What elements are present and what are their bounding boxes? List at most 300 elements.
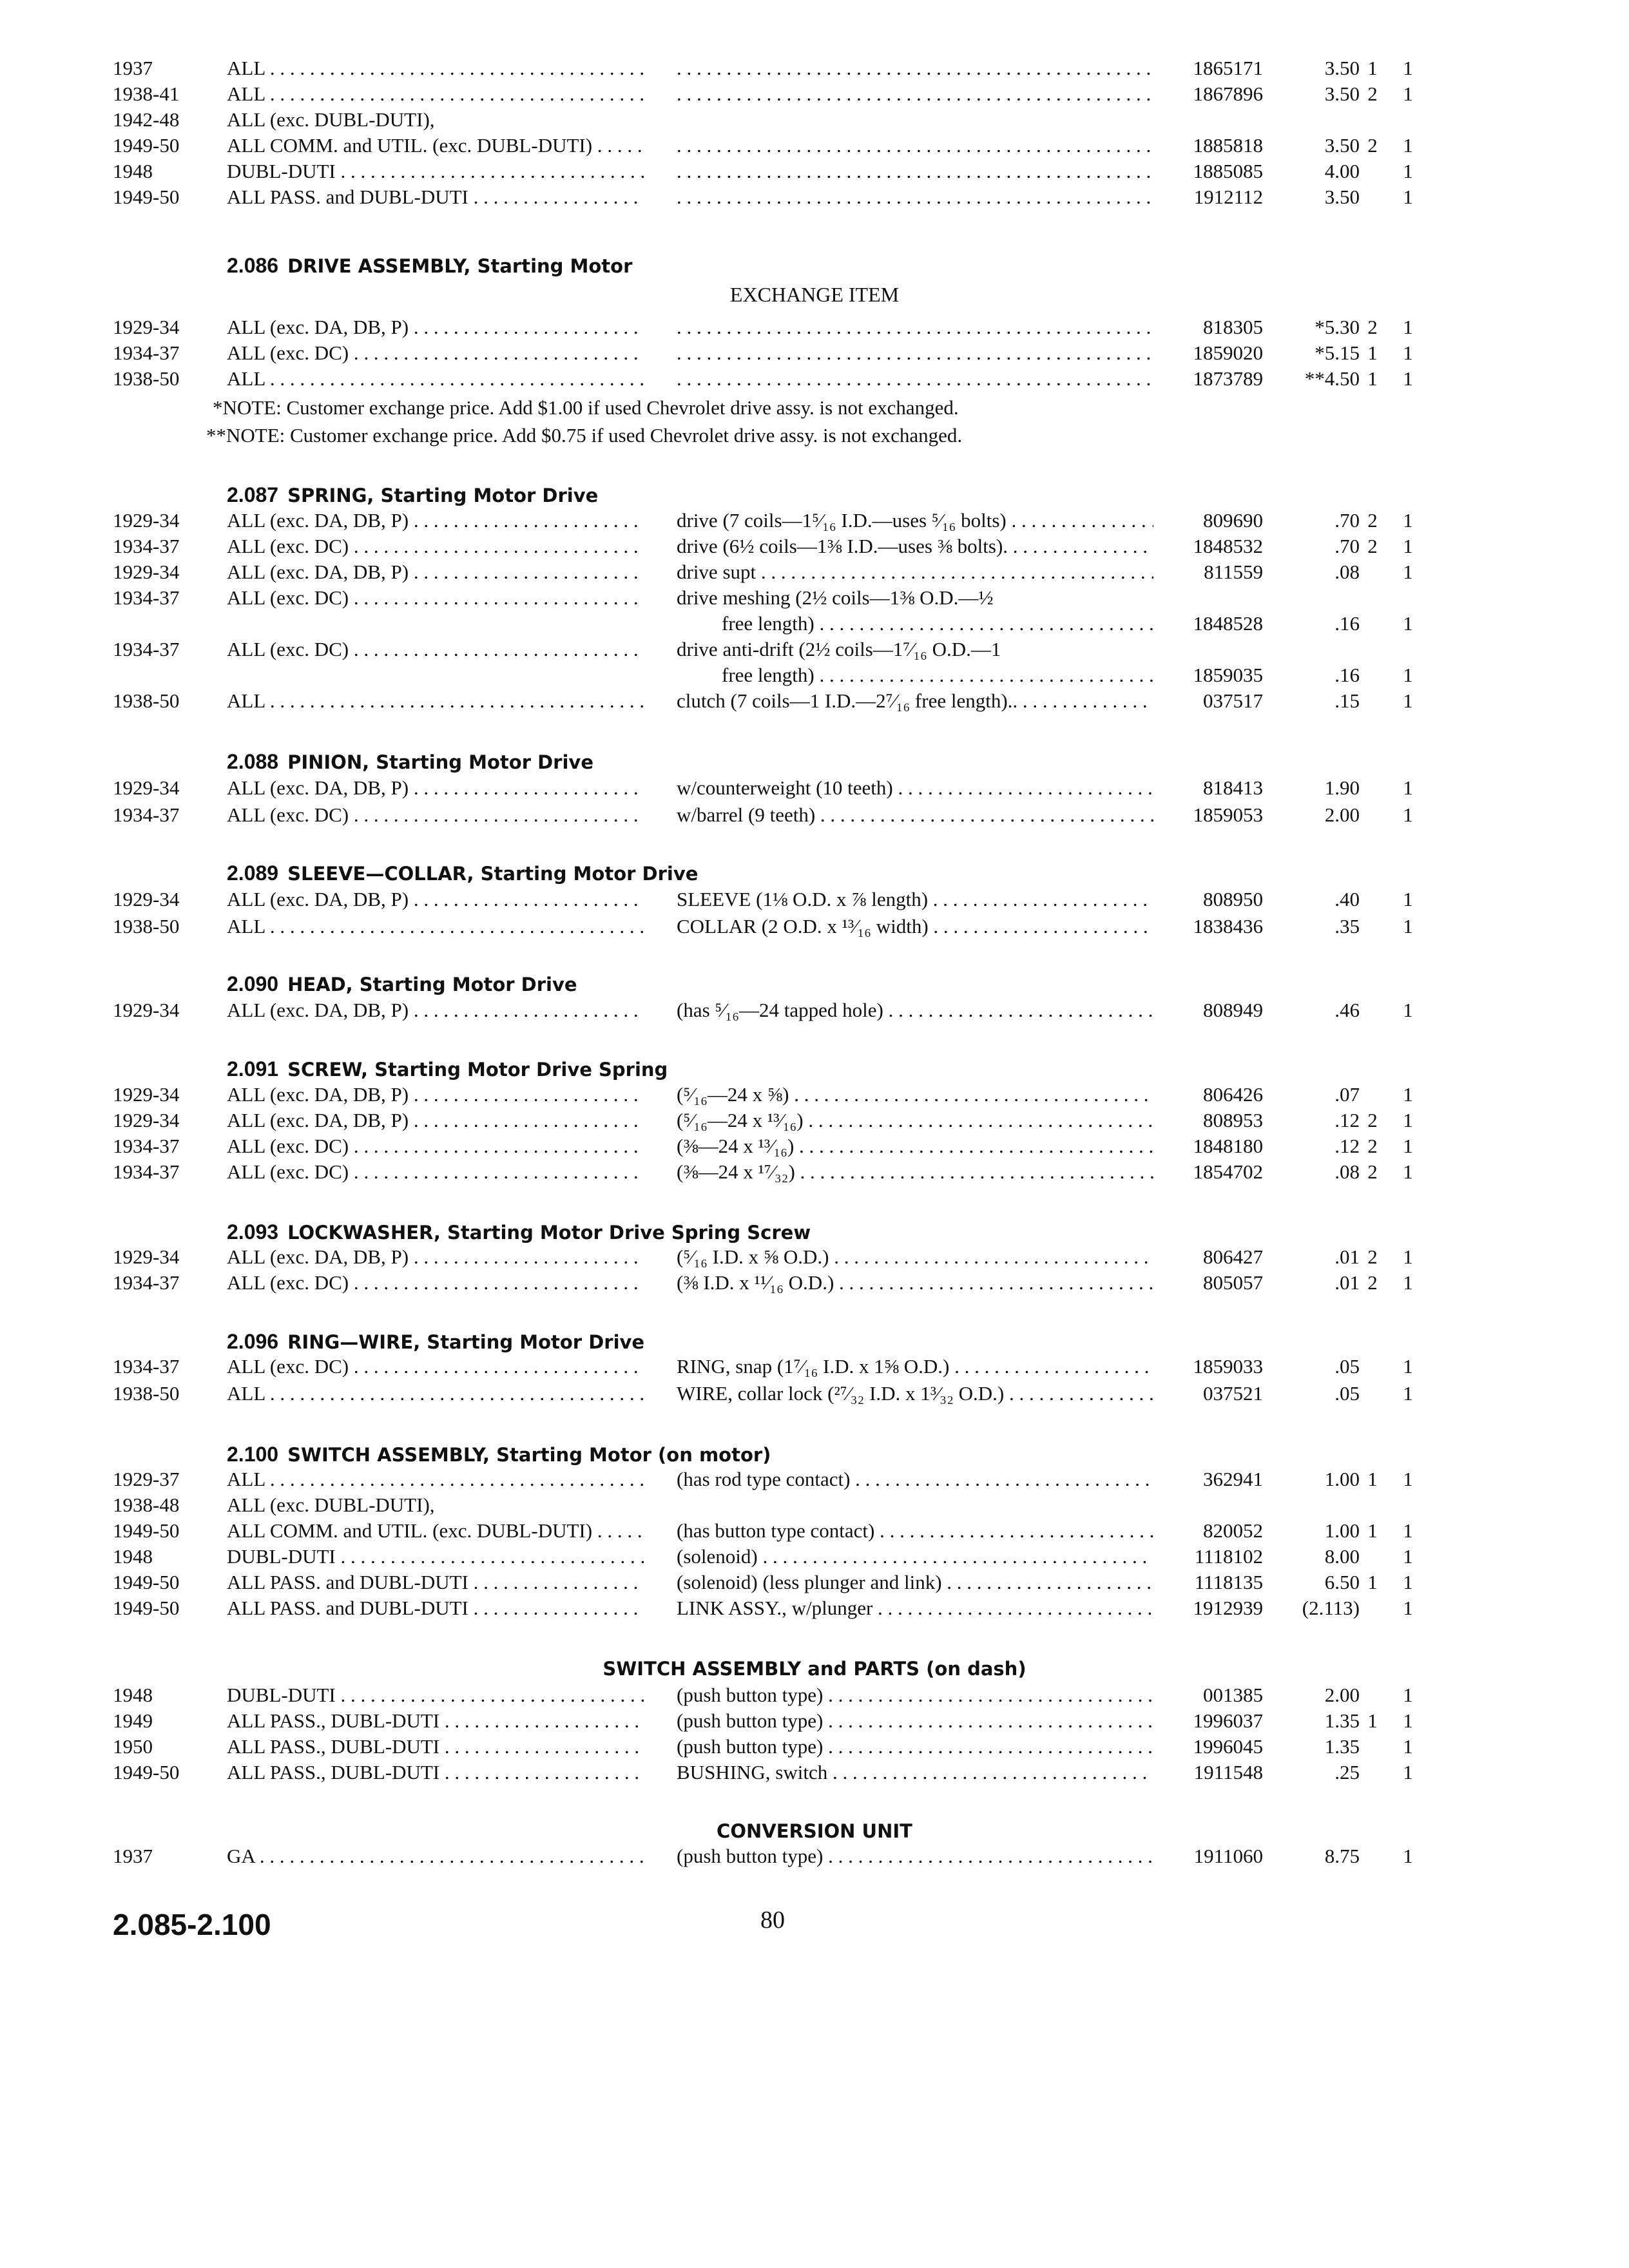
section-heading xyxy=(227,859,698,887)
section-number: 2.087 xyxy=(227,483,279,506)
list-price: .05 xyxy=(1335,1355,1360,1378)
list-price: 3.50 xyxy=(1324,186,1360,208)
quantity-primary: 1 xyxy=(1367,367,1378,390)
model-year: 1937 xyxy=(113,1845,153,1867)
page-number: 80 xyxy=(760,1907,785,1934)
table-row xyxy=(0,1595,1629,1622)
part-number: 808950 xyxy=(1203,888,1263,910)
model-year: 1929-34 xyxy=(113,888,180,910)
application: ALL PASS. and DUBL-DUTI . . . xyxy=(227,184,644,211)
quantity-primary: 2 xyxy=(1367,1135,1378,1157)
table-row xyxy=(0,507,1629,534)
description: (push button type) . . . xyxy=(677,1682,1153,1709)
model-year: 1949-50 xyxy=(113,1571,180,1593)
section-heading xyxy=(227,1327,644,1356)
description-continued: free length) . . . xyxy=(722,662,1153,689)
model-year: 1929-34 xyxy=(113,509,180,532)
application: ALL (exc. DC) . . . xyxy=(227,636,644,663)
list-price: 3.50 xyxy=(1324,57,1360,79)
part-number: 1911548 xyxy=(1193,1761,1263,1783)
table-row xyxy=(0,1107,1629,1134)
section-number: 2.089 xyxy=(227,861,279,885)
table-row xyxy=(0,1081,1629,1108)
description: (push button type) . . . xyxy=(677,1733,1153,1760)
quantity-primary: 1 xyxy=(1367,1709,1378,1732)
description: drive supt . . . xyxy=(677,559,1153,586)
quantity-secondary: 1 xyxy=(1403,1382,1413,1405)
list-price: 1.90 xyxy=(1324,776,1360,799)
list-price: 1.00 xyxy=(1324,1468,1360,1490)
application: ALL PASS., DUBL-DUTI . . . xyxy=(227,1707,644,1735)
quantity-secondary: 1 xyxy=(1403,1245,1413,1268)
model-year: 1942-48 xyxy=(113,108,180,131)
application: ALL . . . xyxy=(227,1466,644,1493)
application: ALL (exc. DC) . . . xyxy=(227,584,644,611)
section-title: SPRING, Starting Motor Drive xyxy=(287,485,599,506)
quantity-secondary: 1 xyxy=(1403,1761,1413,1783)
note-single-asterisk: *NOTE: Customer exchange price. Add $1.00 if used Chevrolet drive assy. is not exchanged. xyxy=(213,396,959,419)
table-row xyxy=(0,1569,1629,1596)
part-number: 1867896 xyxy=(1193,82,1263,105)
list-price: .05 xyxy=(1335,1382,1360,1405)
quantity-primary: 1 xyxy=(1367,1571,1378,1593)
table-row xyxy=(0,55,1629,82)
description: (push button type) . . . xyxy=(677,1707,1153,1735)
model-year: 1929-34 xyxy=(113,1109,180,1131)
part-number: 1118135 xyxy=(1194,1571,1263,1593)
section-number: 2.088 xyxy=(227,750,279,773)
quantity-secondary: 1 xyxy=(1403,1271,1413,1294)
section-title: PINION, Starting Motor Drive xyxy=(287,751,593,773)
application: ALL (exc. DA, DB, P) . . . xyxy=(227,997,644,1024)
application: ALL . . . xyxy=(227,365,644,392)
model-year: 1938-41 xyxy=(113,82,180,105)
quantity-secondary: 1 xyxy=(1403,776,1413,799)
section-title: SWITCH ASSEMBLY, Starting Motor (on motor) xyxy=(287,1444,771,1466)
list-price: .01 xyxy=(1335,1271,1360,1294)
quantity-secondary: 1 xyxy=(1403,1468,1413,1490)
list-price: **4.50 xyxy=(1304,367,1360,390)
part-number: 1912939 xyxy=(1193,1597,1263,1619)
description xyxy=(677,81,1153,108)
description: RING, snap (1⁷⁄₁₆ I.D. x 1⅝ O.D.) . . . xyxy=(677,1353,1153,1380)
list-price: .35 xyxy=(1335,915,1360,937)
description xyxy=(677,132,1153,159)
description: drive meshing (2½ coils—1⅜ O.D.—½ xyxy=(677,586,994,609)
application: ALL (exc. DA, DB, P) . . . xyxy=(227,559,644,586)
application: ALL (exc. DC) . . . xyxy=(227,533,644,560)
quantity-secondary: 1 xyxy=(1403,509,1413,532)
table-row xyxy=(0,802,1629,829)
table-row xyxy=(0,687,1629,715)
application: ALL COMM. and UTIL. (exc. DUBL-DUTI) . . . xyxy=(227,132,644,159)
description xyxy=(677,365,1153,392)
quantity-primary: 2 xyxy=(1367,1271,1378,1294)
description xyxy=(677,340,1153,367)
description: SLEEVE (1⅛ O.D. x ⅞ length) . . . xyxy=(677,886,1153,913)
quantity-secondary: 1 xyxy=(1403,1135,1413,1157)
quantity-secondary: 1 xyxy=(1403,689,1413,712)
table-row xyxy=(0,1759,1629,1786)
list-price: 4.00 xyxy=(1324,160,1360,182)
quantity-primary: 2 xyxy=(1367,1109,1378,1131)
table-row xyxy=(0,1269,1629,1296)
model-year: 1929-34 xyxy=(113,561,180,583)
note-double-asterisk: **NOTE: Customer exchange price. Add $0.75 if used Chevrolet drive assy. is not exchanged. xyxy=(206,424,963,447)
model-year: 1937 xyxy=(113,57,153,79)
list-price: 1.35 xyxy=(1324,1709,1360,1732)
part-number: 1885085 xyxy=(1193,160,1263,182)
quantity-primary: 1 xyxy=(1367,57,1378,79)
list-price: .12 xyxy=(1335,1109,1360,1131)
quantity-secondary: 1 xyxy=(1403,1355,1413,1378)
table-row xyxy=(0,158,1629,185)
application: DUBL-DUTI . . . xyxy=(227,158,644,185)
quantity-primary: 2 xyxy=(1367,509,1378,532)
application: ALL (exc. DC) . . . xyxy=(227,1133,644,1160)
description: clutch (7 coils—1 I.D.—2⁷⁄₁₆ free length).. . . . xyxy=(677,687,1153,715)
application: ALL (exc. DA, DB, P) . . . xyxy=(227,314,644,341)
section-heading xyxy=(227,251,632,280)
quantity-secondary: 1 xyxy=(1403,915,1413,937)
list-price: .15 xyxy=(1335,689,1360,712)
application: ALL (exc. DA, DB, P) . . . xyxy=(227,1244,644,1271)
quantity-primary: 2 xyxy=(1367,1245,1378,1268)
table-row xyxy=(0,314,1629,341)
description: drive anti-drift (2½ coils—1⁷⁄₁₆ O.D.—1 xyxy=(677,638,1001,660)
table-row xyxy=(0,132,1629,159)
quantity-secondary: 1 xyxy=(1403,1735,1413,1758)
quantity-secondary: 1 xyxy=(1403,803,1413,826)
list-price: 1.00 xyxy=(1324,1519,1360,1542)
list-price: 2.00 xyxy=(1324,803,1360,826)
section-title: SLEEVE—COLLAR, Starting Motor Drive xyxy=(287,863,699,885)
application: ALL (exc. DC) . . . xyxy=(227,1269,644,1296)
part-number: 1996037 xyxy=(1193,1709,1263,1732)
part-number: 811559 xyxy=(1204,561,1263,583)
table-row xyxy=(0,997,1629,1024)
list-price: .12 xyxy=(1335,1135,1360,1157)
application: ALL . . . xyxy=(227,55,644,82)
model-year: 1934-37 xyxy=(113,638,180,660)
table-row xyxy=(0,584,1629,639)
description: (⅜ I.D. x ¹¹⁄₁₆ O.D.) . . . xyxy=(677,1269,1153,1296)
model-year: 1934-37 xyxy=(113,1135,180,1157)
description: WIRE, collar lock (²⁷⁄₃₂ I.D. x 1³⁄₃₂ O.D.) . . . xyxy=(677,1380,1153,1407)
model-year: 1929-34 xyxy=(113,1083,180,1106)
model-year: 1934-37 xyxy=(113,1160,180,1183)
table-row xyxy=(0,1517,1629,1544)
model-year: 1929-34 xyxy=(113,776,180,799)
part-number: 037517 xyxy=(1203,689,1263,712)
application: ALL . . . xyxy=(227,1380,644,1407)
description: drive (6½ coils—1⅜ I.D.—uses ⅜ bolts). . . . xyxy=(677,533,1153,560)
model-year: 1929-34 xyxy=(113,316,180,338)
part-number: 818413 xyxy=(1203,776,1263,799)
model-year: 1949 xyxy=(113,1709,153,1732)
table-row xyxy=(0,1707,1629,1735)
quantity-secondary: 1 xyxy=(1403,367,1413,390)
description xyxy=(677,184,1153,211)
table-row xyxy=(0,1466,1629,1493)
application: ALL (exc. DA, DB, P) . . . xyxy=(227,774,644,802)
list-price: .25 xyxy=(1335,1761,1360,1783)
description: (has rod type contact) . . . xyxy=(677,1466,1153,1493)
quantity-secondary: 1 xyxy=(1403,160,1413,182)
description: (has ⁵⁄₁₆—24 tapped hole) . . . xyxy=(677,997,1153,1024)
quantity-primary: 1 xyxy=(1367,1468,1378,1490)
exchange-item-label: EXCHANGE ITEM xyxy=(729,283,900,306)
list-price: 2.00 xyxy=(1324,1684,1360,1706)
table-row xyxy=(0,340,1629,367)
table-row xyxy=(0,1380,1629,1407)
list-price: 3.50 xyxy=(1324,82,1360,105)
quantity-primary: 1 xyxy=(1367,341,1378,364)
model-year: 1934-37 xyxy=(113,1271,180,1294)
part-number: 1838436 xyxy=(1193,915,1263,937)
description-continued: free length) . . . xyxy=(722,610,1153,637)
model-year: 1948 xyxy=(113,160,153,182)
list-price: .08 xyxy=(1335,561,1360,583)
section-title: HEAD, Starting Motor Drive xyxy=(287,974,577,995)
table-row xyxy=(0,559,1629,586)
table-row xyxy=(0,913,1629,940)
table-row xyxy=(0,106,1629,133)
quantity-secondary: 1 xyxy=(1403,1519,1413,1542)
quantity-secondary: 1 xyxy=(1403,1845,1413,1867)
model-year: 1949-50 xyxy=(113,1519,180,1542)
part-number: 808949 xyxy=(1203,999,1263,1021)
table-row xyxy=(0,1682,1629,1709)
part-number: 806427 xyxy=(1203,1245,1263,1268)
section-title: LOCKWASHER, Starting Motor Drive Spring Screw xyxy=(287,1222,811,1244)
part-number: 809690 xyxy=(1203,509,1263,532)
application: ALL (exc. DC) . . . xyxy=(227,802,644,829)
part-number: 1848532 xyxy=(1193,535,1263,557)
list-price: *5.15 xyxy=(1315,341,1360,364)
model-year: 1934-37 xyxy=(113,586,180,609)
list-price: .01 xyxy=(1335,1245,1360,1268)
part-number: 1996045 xyxy=(1193,1735,1263,1758)
model-year: 1950 xyxy=(113,1735,153,1758)
quantity-secondary: 1 xyxy=(1403,1709,1413,1732)
table-row xyxy=(0,774,1629,802)
quantity-secondary: 1 xyxy=(1403,316,1413,338)
quantity-primary: 2 xyxy=(1367,82,1378,105)
description: w/counterweight (10 teeth) . . . xyxy=(677,774,1153,802)
quantity-secondary: 1 xyxy=(1403,888,1413,910)
part-number: 001385 xyxy=(1203,1684,1263,1706)
part-number: 1859035 xyxy=(1193,664,1263,686)
quantity-secondary: 1 xyxy=(1403,341,1413,364)
application: ALL (exc. DC) . . . xyxy=(227,1353,644,1380)
list-price: 8.75 xyxy=(1324,1845,1360,1867)
quantity-secondary: 1 xyxy=(1403,134,1413,157)
application: ALL PASS., DUBL-DUTI . . . xyxy=(227,1759,644,1786)
list-price: 1.35 xyxy=(1324,1735,1360,1758)
quantity-secondary: 1 xyxy=(1403,1160,1413,1183)
section-title: DRIVE ASSEMBLY, Starting Motor xyxy=(287,255,633,277)
model-year: 1929-34 xyxy=(113,999,180,1021)
description: drive (7 coils—1⁵⁄₁₆ I.D.—uses ⁵⁄₁₆ bolts) . . . xyxy=(677,507,1153,534)
section-number: 2.086 xyxy=(227,254,279,277)
list-price: .40 xyxy=(1335,888,1360,910)
part-number: 1848528 xyxy=(1193,612,1263,635)
description: (⁵⁄₁₆—24 x ⅝) . . . xyxy=(677,1081,1153,1108)
part-number: 1885818 xyxy=(1193,134,1263,157)
list-price: .08 xyxy=(1335,1160,1360,1183)
table-row xyxy=(0,365,1629,392)
table-row xyxy=(0,81,1629,108)
quantity-secondary: 1 xyxy=(1403,561,1413,583)
application: ALL (exc. DUBL-DUTI), xyxy=(227,108,435,131)
quantity-secondary: 1 xyxy=(1403,612,1413,635)
part-number: 1118102 xyxy=(1194,1545,1263,1568)
model-year: 1948 xyxy=(113,1545,153,1568)
application: GA . . . xyxy=(227,1843,644,1870)
description xyxy=(677,314,1153,341)
part-number: 1859053 xyxy=(1193,803,1263,826)
table-row xyxy=(0,1733,1629,1760)
section-heading xyxy=(227,1440,771,1468)
application: DUBL-DUTI . . . xyxy=(227,1543,644,1570)
application: ALL PASS. and DUBL-DUTI . . . xyxy=(227,1595,644,1622)
description: (solenoid) (less plunger and link) . . . xyxy=(677,1569,1153,1596)
table-row xyxy=(0,1158,1629,1186)
application: ALL (exc. DUBL-DUTI), xyxy=(227,1494,435,1516)
model-year: 1938-50 xyxy=(113,689,180,712)
table-row xyxy=(0,1492,1629,1519)
dash-switch-heading: SWITCH ASSEMBLY and PARTS (on dash) xyxy=(602,1658,1027,1680)
description: (push button type) . . . xyxy=(677,1843,1153,1870)
model-year: 1938-50 xyxy=(113,1382,180,1405)
description: (⁵⁄₁₆ I.D. x ⅝ O.D.) . . . xyxy=(677,1244,1153,1271)
part-number: 1848180 xyxy=(1193,1135,1263,1157)
application: ALL (exc. DA, DB, P) . . . xyxy=(227,507,644,534)
list-price: 3.50 xyxy=(1324,134,1360,157)
quantity-primary: 1 xyxy=(1367,1519,1378,1542)
model-year: 1929-34 xyxy=(113,1245,180,1268)
quantity-secondary: 1 xyxy=(1403,1083,1413,1106)
description: (⅜—24 x ¹³⁄₁₆) . . . xyxy=(677,1133,1153,1160)
table-row xyxy=(0,1244,1629,1271)
part-number: 808953 xyxy=(1203,1109,1263,1131)
list-price: 6.50 xyxy=(1324,1571,1360,1593)
section-heading xyxy=(227,481,598,509)
quantity-secondary: 1 xyxy=(1403,664,1413,686)
list-price: (2.113) xyxy=(1302,1597,1360,1619)
table-row xyxy=(0,1543,1629,1570)
quantity-secondary: 1 xyxy=(1403,1684,1413,1706)
list-price: .70 xyxy=(1335,509,1360,532)
model-year: 1934-37 xyxy=(113,803,180,826)
model-year: 1934-37 xyxy=(113,1355,180,1378)
application: ALL COMM. and UTIL. (exc. DUBL-DUTI) . . . xyxy=(227,1517,644,1544)
table-row xyxy=(0,886,1629,913)
quantity-secondary: 1 xyxy=(1403,1545,1413,1568)
list-price: .07 xyxy=(1335,1083,1360,1106)
description xyxy=(677,158,1153,185)
section-number: 2.100 xyxy=(227,1443,279,1466)
model-year: 1934-37 xyxy=(113,341,180,364)
list-price: *5.30 xyxy=(1315,316,1360,338)
quantity-secondary: 1 xyxy=(1403,999,1413,1021)
list-price: 8.00 xyxy=(1324,1545,1360,1568)
section-heading xyxy=(227,1055,668,1083)
list-price: .16 xyxy=(1335,612,1360,635)
model-year: 1949-50 xyxy=(113,1761,180,1783)
section-heading xyxy=(227,747,593,776)
section-number: 2.090 xyxy=(227,972,279,995)
application: DUBL-DUTI . . . xyxy=(227,1682,644,1709)
application: ALL (exc. DA, DB, P) . . . xyxy=(227,886,644,913)
model-year: 1948 xyxy=(113,1684,153,1706)
quantity-secondary: 1 xyxy=(1403,1109,1413,1131)
part-number: 1911060 xyxy=(1193,1845,1263,1867)
quantity-secondary: 1 xyxy=(1403,1571,1413,1593)
quantity-primary: 2 xyxy=(1367,1160,1378,1183)
quantity-primary: 2 xyxy=(1367,316,1378,338)
part-number: 1854702 xyxy=(1193,1160,1263,1183)
section-title: SCREW, Starting Motor Drive Spring xyxy=(287,1059,668,1081)
section-heading xyxy=(227,970,577,998)
application: ALL . . . xyxy=(227,913,644,940)
description: COLLAR (2 O.D. x ¹³⁄₁₆ width) . . . xyxy=(677,913,1153,940)
list-price: .16 xyxy=(1335,664,1360,686)
description: (⅜—24 x ¹⁷⁄₃₂) . . . xyxy=(677,1158,1153,1186)
model-year: 1949-50 xyxy=(113,186,180,208)
model-year: 1949-50 xyxy=(113,134,180,157)
part-number: 1912112 xyxy=(1193,186,1263,208)
description: (⁵⁄₁₆—24 x ¹³⁄₁₆) . . . xyxy=(677,1107,1153,1134)
part-number: 037521 xyxy=(1203,1382,1263,1405)
model-year: 1949-50 xyxy=(113,1597,180,1619)
application: ALL PASS. and DUBL-DUTI . . . xyxy=(227,1569,644,1596)
application: ALL . . . xyxy=(227,81,644,108)
section-number: 2.096 xyxy=(227,1330,279,1353)
description: LINK ASSY., w/plunger . . . xyxy=(677,1595,1153,1622)
part-number: 1873789 xyxy=(1193,367,1263,390)
section-heading xyxy=(227,1218,811,1246)
application: ALL PASS., DUBL-DUTI . . . xyxy=(227,1733,644,1760)
section-number: 2.093 xyxy=(227,1220,279,1244)
part-number: 806426 xyxy=(1203,1083,1263,1106)
quantity-secondary: 1 xyxy=(1403,186,1413,208)
description: (solenoid) . . . xyxy=(677,1543,1153,1570)
application: ALL (exc. DC) . . . xyxy=(227,340,644,367)
table-row xyxy=(0,1843,1629,1870)
model-year: 1938-50 xyxy=(113,915,180,937)
application: ALL (exc. DA, DB, P) . . . xyxy=(227,1081,644,1108)
table-row xyxy=(0,636,1629,690)
section-range-footer: 2.085-2.100 xyxy=(113,1908,271,1941)
part-number: 1859033 xyxy=(1193,1355,1263,1378)
quantity-secondary: 1 xyxy=(1403,535,1413,557)
quantity-primary: 2 xyxy=(1367,134,1378,157)
table-row xyxy=(0,184,1629,211)
part-number: 818305 xyxy=(1203,316,1263,338)
section-title: RING—WIRE, Starting Motor Drive xyxy=(287,1331,645,1353)
application: ALL (exc. DA, DB, P) . . . xyxy=(227,1107,644,1134)
section-number: 2.091 xyxy=(227,1057,279,1081)
part-number: 820052 xyxy=(1203,1519,1263,1542)
list-price: .46 xyxy=(1335,999,1360,1021)
table-row xyxy=(0,1133,1629,1160)
model-year: 1934-37 xyxy=(113,535,180,557)
conversion-unit-heading: CONVERSION UNIT xyxy=(717,1820,912,1842)
table-row xyxy=(0,533,1629,560)
quantity-secondary: 1 xyxy=(1403,82,1413,105)
